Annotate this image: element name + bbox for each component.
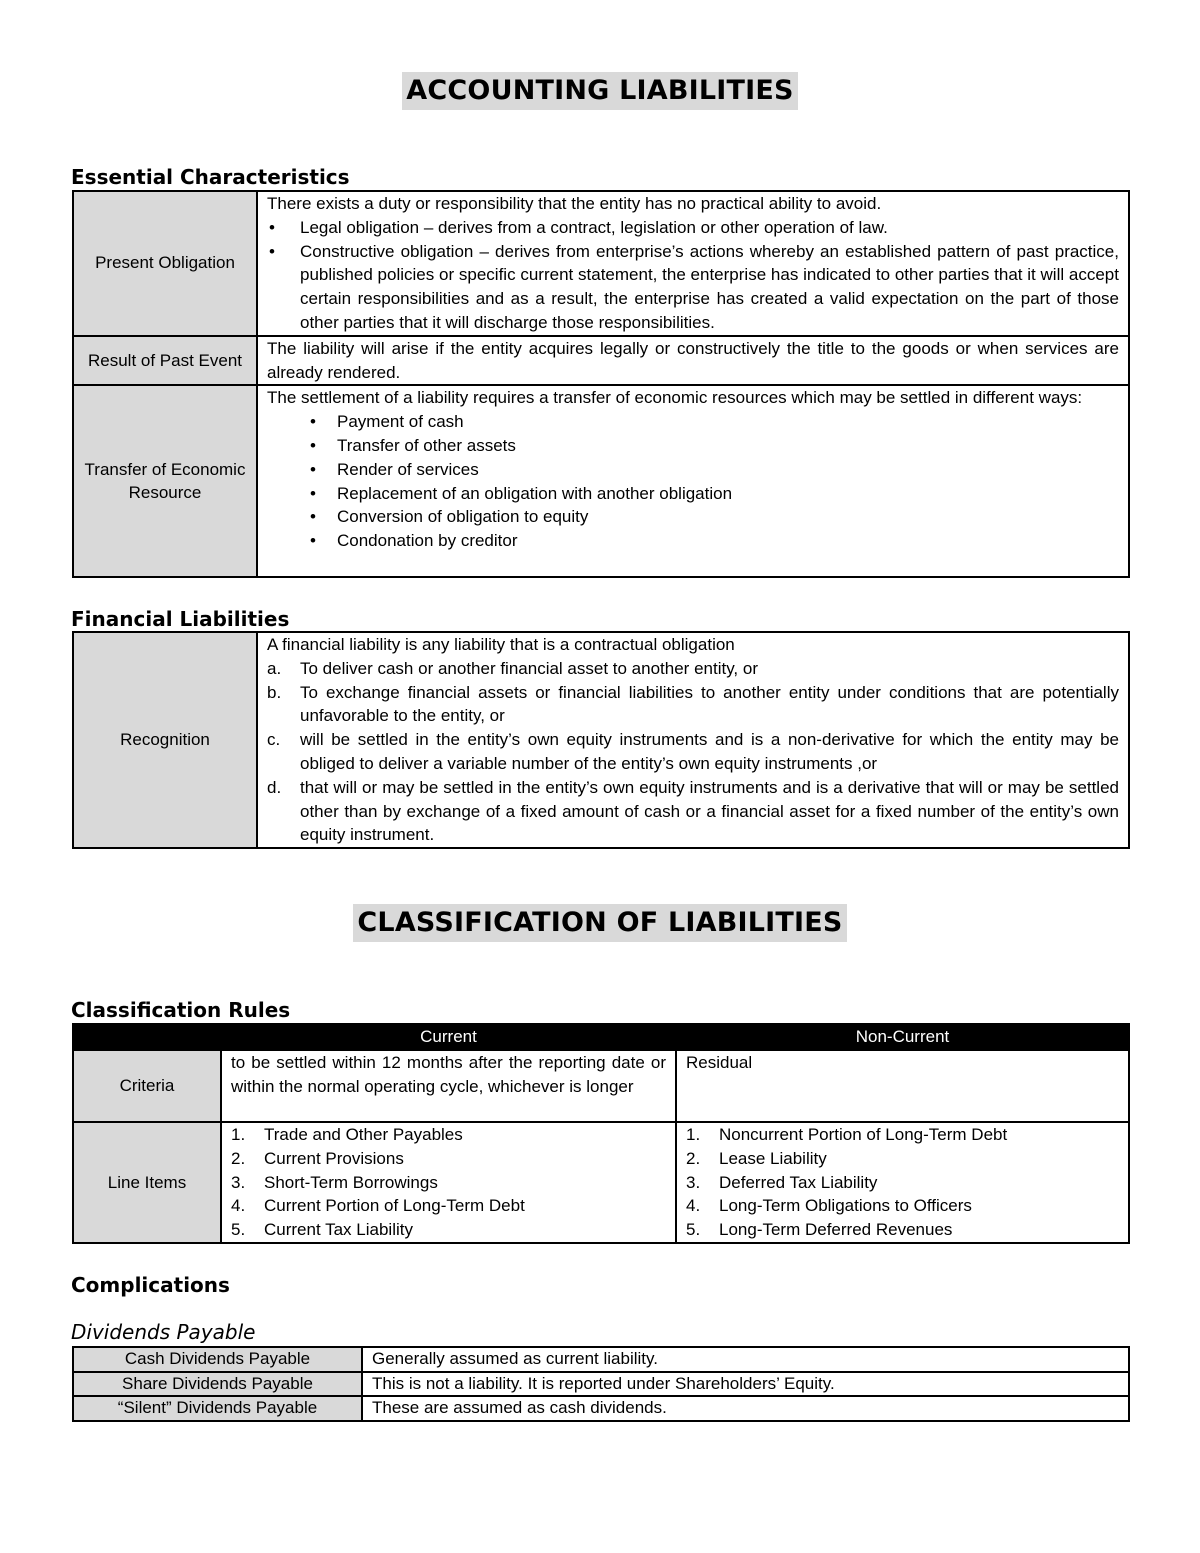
list-text: Current Tax Liability xyxy=(264,1220,413,1240)
list-text: Long-Term Deferred Revenues xyxy=(719,1220,953,1240)
table-row xyxy=(73,1050,1129,1122)
section-heading-essential: Essential Characteristics xyxy=(71,165,350,189)
table-row xyxy=(73,336,1129,386)
list-number: 1. xyxy=(231,1125,246,1144)
criteria-noncurrent-cell: Residual xyxy=(676,1050,1129,1122)
column-header-noncurrent: Non-Current xyxy=(676,1024,1129,1050)
list-item xyxy=(267,776,1119,847)
list-text: that will or may be settled in the entity’s own equity instruments and is a derivative that will or may be settled other than by exchange of a fixed amount of cash or a financial asset for a fixed number of the entity’s own equity instrument. xyxy=(300,777,1119,845)
list-item xyxy=(686,1123,1119,1147)
list-item: • Render of services xyxy=(337,458,1119,482)
current-line-items-list xyxy=(231,1123,666,1242)
list-text: will be settled in the entity’s own equity instruments and is a non-derivative for which the entity may be obliged to deliver a variable number of the entity’s own equity instruments ,or xyxy=(300,730,1119,773)
recognition-list xyxy=(267,657,1119,847)
row-label: Share Dividends Payable xyxy=(73,1372,362,1397)
line-items-noncurrent-cell xyxy=(676,1122,1129,1243)
list-text: Noncurrent Portion of Long-Term Debt xyxy=(719,1125,1008,1144)
list-item xyxy=(231,1123,666,1147)
row-label-criteria: Criteria xyxy=(73,1050,221,1122)
list-marker: c. xyxy=(267,730,281,750)
list-item xyxy=(231,1218,666,1242)
list-item xyxy=(686,1171,1119,1195)
row-label-recognition: Recognition xyxy=(73,632,257,848)
list-item xyxy=(686,1194,1119,1218)
list-item: • Transfer of other assets xyxy=(337,434,1119,458)
main-title-classification xyxy=(0,904,1200,942)
list-number: 4. xyxy=(231,1196,246,1216)
list-marker: b. xyxy=(267,682,282,702)
list-number: 5. xyxy=(231,1220,246,1240)
row-label-present-obligation: Present Obligation xyxy=(73,191,257,336)
classification-rules-table xyxy=(72,1023,1130,1244)
list-item xyxy=(231,1171,666,1195)
line-items-current-cell xyxy=(221,1122,676,1243)
list-item: • Replacement of an obligation with another obligation xyxy=(337,482,1119,506)
row-text: Generally assumed as current liability. xyxy=(362,1347,1129,1372)
table-header-row xyxy=(73,1024,1129,1050)
title-text: ACCOUNTING LIABILITIES xyxy=(402,72,797,110)
subheading-dividends-payable: Dividends Payable xyxy=(71,1320,256,1344)
table-row xyxy=(73,1122,1129,1243)
present-obligation-cell xyxy=(257,191,1129,336)
past-event-cell: The liability will arise if the entity acquires legally or constructively the title to the goods or when services are already rendered. xyxy=(257,336,1129,386)
transfer-cell xyxy=(257,385,1129,577)
essential-characteristics-table xyxy=(72,190,1130,578)
transfer-intro: The settlement of a liability requires a transfer of economic resources which may be settled in different ways: xyxy=(267,388,1083,408)
row-label: Cash Dividends Payable xyxy=(73,1347,362,1372)
list-item: • Condonation by creditor xyxy=(337,529,1119,553)
recognition-cell xyxy=(257,632,1129,848)
list-item xyxy=(686,1218,1119,1242)
section-heading-complications: Complications xyxy=(71,1273,230,1297)
list-number: 4. xyxy=(686,1196,701,1216)
noncurrent-line-items-list xyxy=(686,1123,1119,1242)
title-text: CLASSIFICATION OF LIABILITIES xyxy=(353,904,846,942)
list-text: Current Provisions xyxy=(264,1148,404,1168)
list-number: 3. xyxy=(231,1172,246,1192)
row-label: “Silent” Dividends Payable xyxy=(73,1396,362,1421)
list-item xyxy=(267,657,1119,681)
section-heading-financial: Financial Liabilities xyxy=(71,607,290,631)
present-obligation-intro: There exists a duty or responsibility that the entity has no practical ability to avoid. xyxy=(267,194,882,213)
column-header-current: Current xyxy=(221,1024,676,1050)
list-text: To exchange financial assets or financial liabilities to another entity under conditions that are potentially unfavorable to the entity, or xyxy=(300,682,1119,726)
list-text: Deferred Tax Liability xyxy=(719,1172,878,1192)
financial-liabilities-table xyxy=(72,631,1130,849)
list-number: 1. xyxy=(686,1125,701,1144)
list-number: 5. xyxy=(686,1220,701,1240)
list-item xyxy=(267,728,1119,776)
table-row xyxy=(73,632,1129,848)
row-label-transfer: Transfer of Economic Resource xyxy=(73,385,257,577)
main-title-accounting xyxy=(0,72,1200,110)
recognition-intro: A financial liability is any liability that is a contractual obligation xyxy=(267,635,735,654)
list-text: Current Portion of Long-Term Debt xyxy=(264,1196,525,1216)
list-item xyxy=(686,1147,1119,1171)
list-text: Long-Term Obligations to Officers xyxy=(719,1196,972,1216)
list-item xyxy=(231,1147,666,1171)
row-label-line-items: Line Items xyxy=(73,1122,221,1243)
list-text: To deliver cash or another financial asset to another entity, or xyxy=(300,658,758,678)
row-text: These are assumed as cash dividends. xyxy=(362,1396,1129,1421)
list-item: • Constructive obligation – derives from enterprise’s actions whereby an established pattern of past practice, published policies or specific current statement, the enterprise has indicated to other parties that it will accept certain responsibilities and as a result, the enterprise has created a valid expectation on the part of those other parties that it will discharge those responsibilities. xyxy=(300,240,1119,335)
row-text: This is not a liability. It is reported under Shareholders’ Equity. xyxy=(362,1372,1129,1397)
dividends-payable-table xyxy=(72,1346,1130,1422)
list-item: • Legal obligation – derives from a contract, legislation or other operation of law. xyxy=(300,216,1119,240)
list-text: Short-Term Borrowings xyxy=(264,1172,438,1192)
header-blank-cell xyxy=(73,1024,221,1050)
list-marker: d. xyxy=(267,777,282,797)
row-label-past-event: Result of Past Event xyxy=(73,336,257,386)
table-row xyxy=(73,1396,1129,1421)
list-marker: a. xyxy=(267,658,282,678)
list-item: • Payment of cash xyxy=(337,410,1119,434)
transfer-list xyxy=(267,410,1119,553)
list-number: 3. xyxy=(686,1172,701,1192)
table-row xyxy=(73,1372,1129,1397)
list-number: 2. xyxy=(686,1148,701,1168)
present-obligation-list xyxy=(267,216,1119,335)
table-row xyxy=(73,191,1129,336)
list-text: Trade and Other Payables xyxy=(264,1125,463,1144)
list-item: • Conversion of obligation to equity xyxy=(337,505,1119,529)
list-item xyxy=(231,1194,666,1218)
list-item xyxy=(267,681,1119,729)
list-number: 2. xyxy=(231,1148,246,1168)
list-text: Lease Liability xyxy=(719,1148,827,1168)
criteria-current-cell: to be settled within 12 months after the reporting date or within the normal operating cycle, whichever is longer xyxy=(221,1050,676,1122)
table-row xyxy=(73,385,1129,577)
table-row xyxy=(73,1347,1129,1372)
section-heading-classification-rules: Classification Rules xyxy=(71,998,291,1022)
